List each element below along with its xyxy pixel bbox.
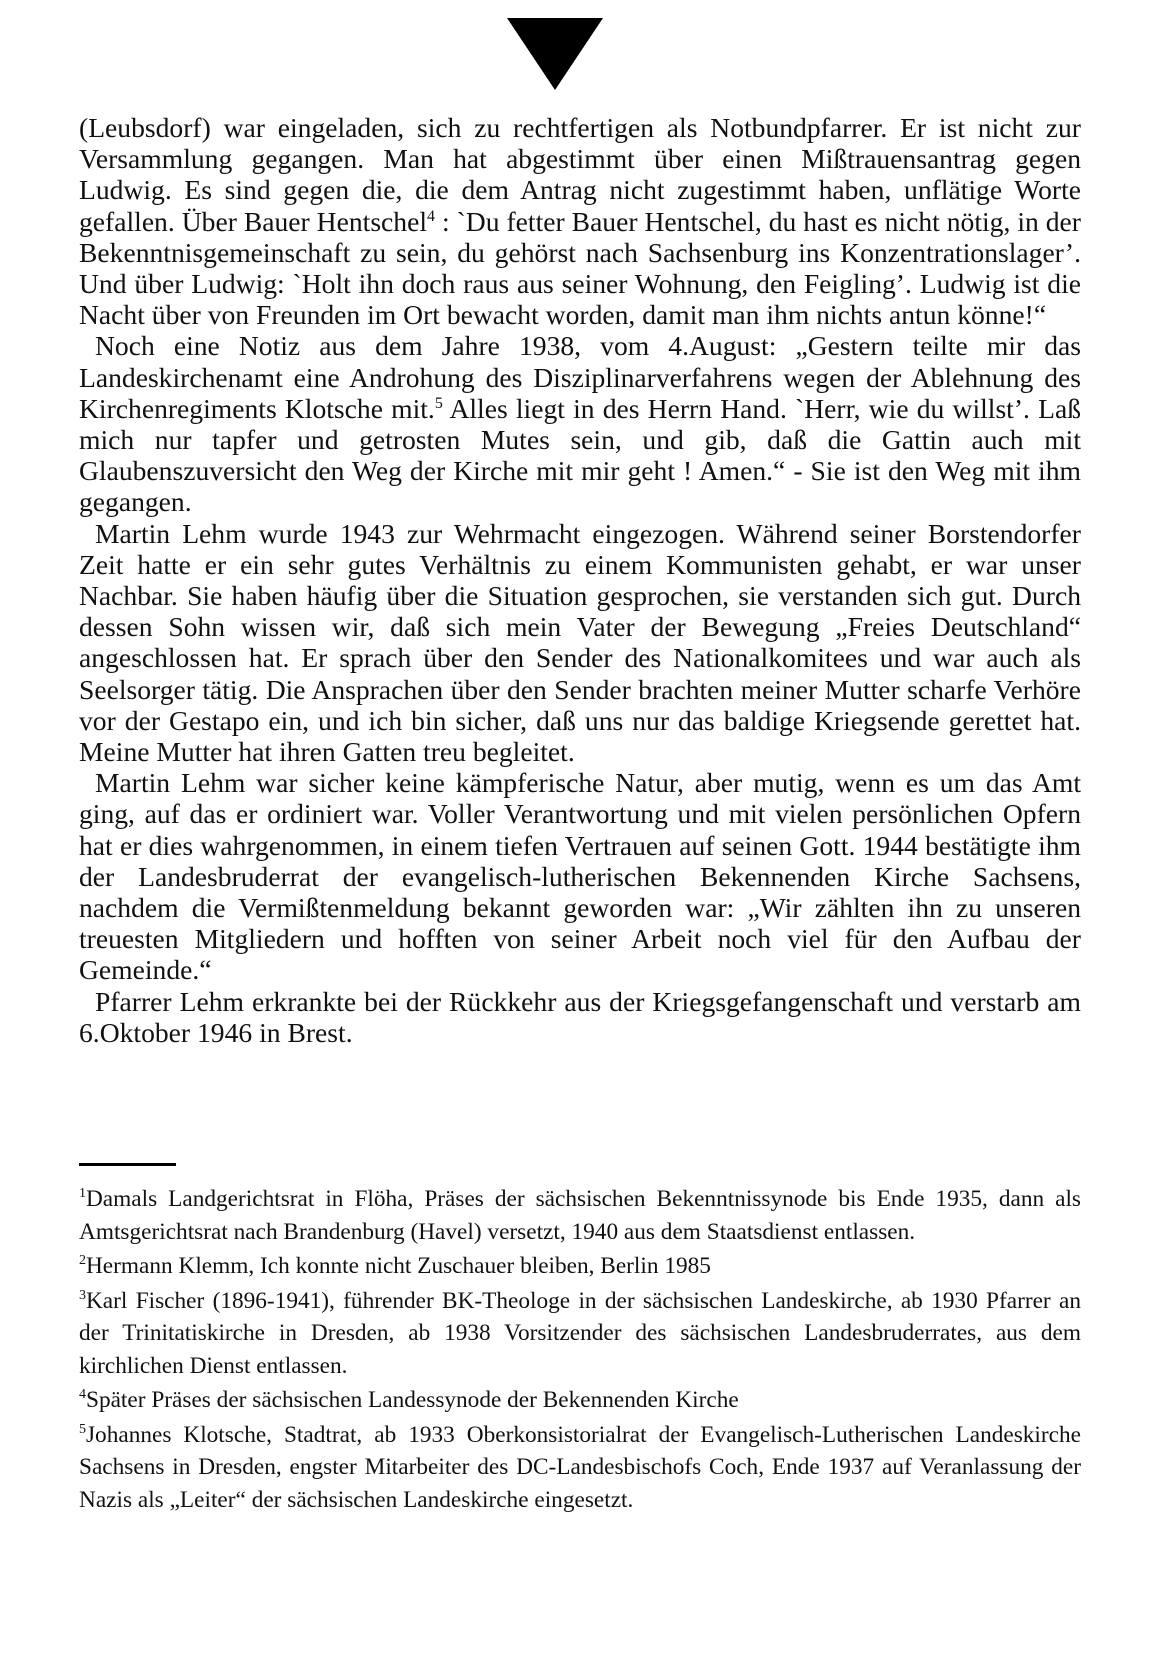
footnote-separator bbox=[79, 1163, 176, 1166]
footnotes bbox=[79, 1183, 1081, 1518]
down-triangle-icon bbox=[507, 18, 603, 90]
paragraph bbox=[79, 767, 1081, 985]
footnote bbox=[79, 1384, 1081, 1417]
footnote bbox=[79, 1183, 1081, 1248]
footnote-text: Damals Landgerichtsrat in Flöha, Präses der sächsischen Bekenntnissynode bis Ende 1935, dann als Amtsgerichtsrat nach Brandenburg (Havel) versetzt, 1940 aus dem Staatsdienst entlassen. bbox=[79, 1186, 1081, 1245]
footnote-number: 5 bbox=[79, 1421, 86, 1437]
footnote-text: Später Präses der sächsischen Landessynode der Bekennenden Kirche bbox=[85, 1387, 739, 1413]
footnote bbox=[79, 1419, 1081, 1517]
footnote-reference: 5 bbox=[434, 394, 443, 412]
paragraph-text: Pfarrer Lehm erkrankte bei der Rückkehr aus der Kriegsgefangenschaft und verstarb am 6.Oktober 1946 in Brest. bbox=[79, 985, 1081, 1048]
paragraph-text: Noch eine Notiz aus dem Jahre 1938, vom 4.August: „Gestern teilte mir das Landeskirchenamt eine Androhung des Disziplinarverfahrens wegen der Ablehnung des Kirchenregiments Klotsche mit. bbox=[79, 330, 1081, 424]
paragraph bbox=[79, 986, 1081, 1048]
footnote bbox=[79, 1250, 1081, 1283]
footnote-text: Johannes Klotsche, Stadtrat, ab 1933 Oberkonsistorialrat der Evangelisch-Lutherischen Landeskirche Sachsens in Dresden, engster Mitarbeiter des DC-Landesbischofs Coch, Ende 1937 auf Veranlassung der Nazis als „Leiter“ der sächsischen Landeskirche eingesetzt. bbox=[79, 1421, 1081, 1513]
paragraph bbox=[79, 330, 1081, 517]
footnote-number: 3 bbox=[79, 1287, 86, 1303]
paragraph-text: : `Du fetter Bauer Hentschel, du hast es nicht nötig, in der Bekenntnisgemeinschaft zu sein, du gehörst nach Sachsenburg ins Konzentrationslager’. Und über Ludwig: `Holt ihn doch raus aus seiner Wohnung, den Feigling’. Ludwig ist die Nacht über von Freunden im Ort bewacht worden, damit man ihm nichts antun könne!“ bbox=[79, 205, 1081, 331]
footnote-number: 1 bbox=[79, 1186, 86, 1202]
paragraph-text: Martin Lehm wurde 1943 zur Wehrmacht eingezogen. Während seiner Borstendorfer Zeit hatte er ein sehr gutes Verhältnis zu einem Kommunisten gehabt, er war unser Nachbar. Sie haben häufig über die Situation gesprochen, sie verstanden sich gut. Durch dessen Sohn wissen wir, daß sich mein Vater der Bewegung „Freies Deutschland“ angeschlossen hat. Er sprach über den Sender des Nationalkomitees und war auch als Seelsorger tätig. Die Ansprachen über den Sender brachten meiner Mutter scharfe Verhöre vor der Gestapo ein, und ich bin sicher, daß uns nur das baldige Kriegsende gerettet hat. Meine Mutter hat ihren Gatten treu begleitet. bbox=[79, 517, 1081, 768]
paragraph-text: (Leubsdorf) war eingeladen, sich zu rechtfertigen als Notbundpfarrer. Er ist nicht zur Versammlung gegangen. Man hat abgestimmt über einen Mißtrauensantrag gegen Ludwig. Es sind gegen die, die dem Antrag nicht zugestimmt haben, unflätige Worte gefallen. Über Bauer Hentschel bbox=[79, 112, 1081, 237]
footnote-reference: 4 bbox=[427, 207, 436, 225]
paragraph bbox=[79, 518, 1081, 768]
paragraph bbox=[79, 112, 1081, 330]
footnote-text: Karl Fischer (1896-1941), führender BK-Theologe in der sächsischen Landeskirche, ab 1930 Pfarrer an der Trinitatiskirche in Dresden, ab 1938 Vorsitzender des sächsischen Landesbruderrates, aus dem kirchlichen Dienst entlassen. bbox=[79, 1287, 1081, 1379]
footnote-number: 4 bbox=[79, 1387, 86, 1403]
main-text bbox=[79, 112, 1081, 1048]
paragraph-text: Martin Lehm war sicher keine kämpferische Natur, aber mutig, wenn es um das Amt ging, auf das er ordiniert war. Voller Verantwortung und mit vielen persönlichen Opfern hat er dies wahrgenommen, in einem tiefen Vertrauen auf seinen Gott. 1944 bestätigte ihm der Landesbruderrat der evangelisch-lutherischen Bekennenden Kirche Sachsens, nachdem die Vermißtenmeldung bekannt geworden war: „Wir zählten ihn zu unseren treuesten Mitgliedern und hofften von seiner Arbeit noch viel für den Aufbau der Gemeinde.“ bbox=[79, 767, 1081, 986]
paragraph-text: Alles liegt in des Herrn Hand. `Herr, wie du willst’. Laß mich nur tapfer und getrosten Mutes sein, und gib, daß die Gattin auch mit Glaubenszuversicht den Weg der Kirche mit mir geht ! Amen.“ - Sie ist den Weg mit ihm gegangen. bbox=[79, 392, 1082, 518]
footnote bbox=[79, 1285, 1081, 1383]
footnote-text: Hermann Klemm, Ich konnte nicht Zuschauer bleiben, Berlin 1985 bbox=[85, 1253, 711, 1279]
footnote-number: 2 bbox=[79, 1253, 86, 1269]
